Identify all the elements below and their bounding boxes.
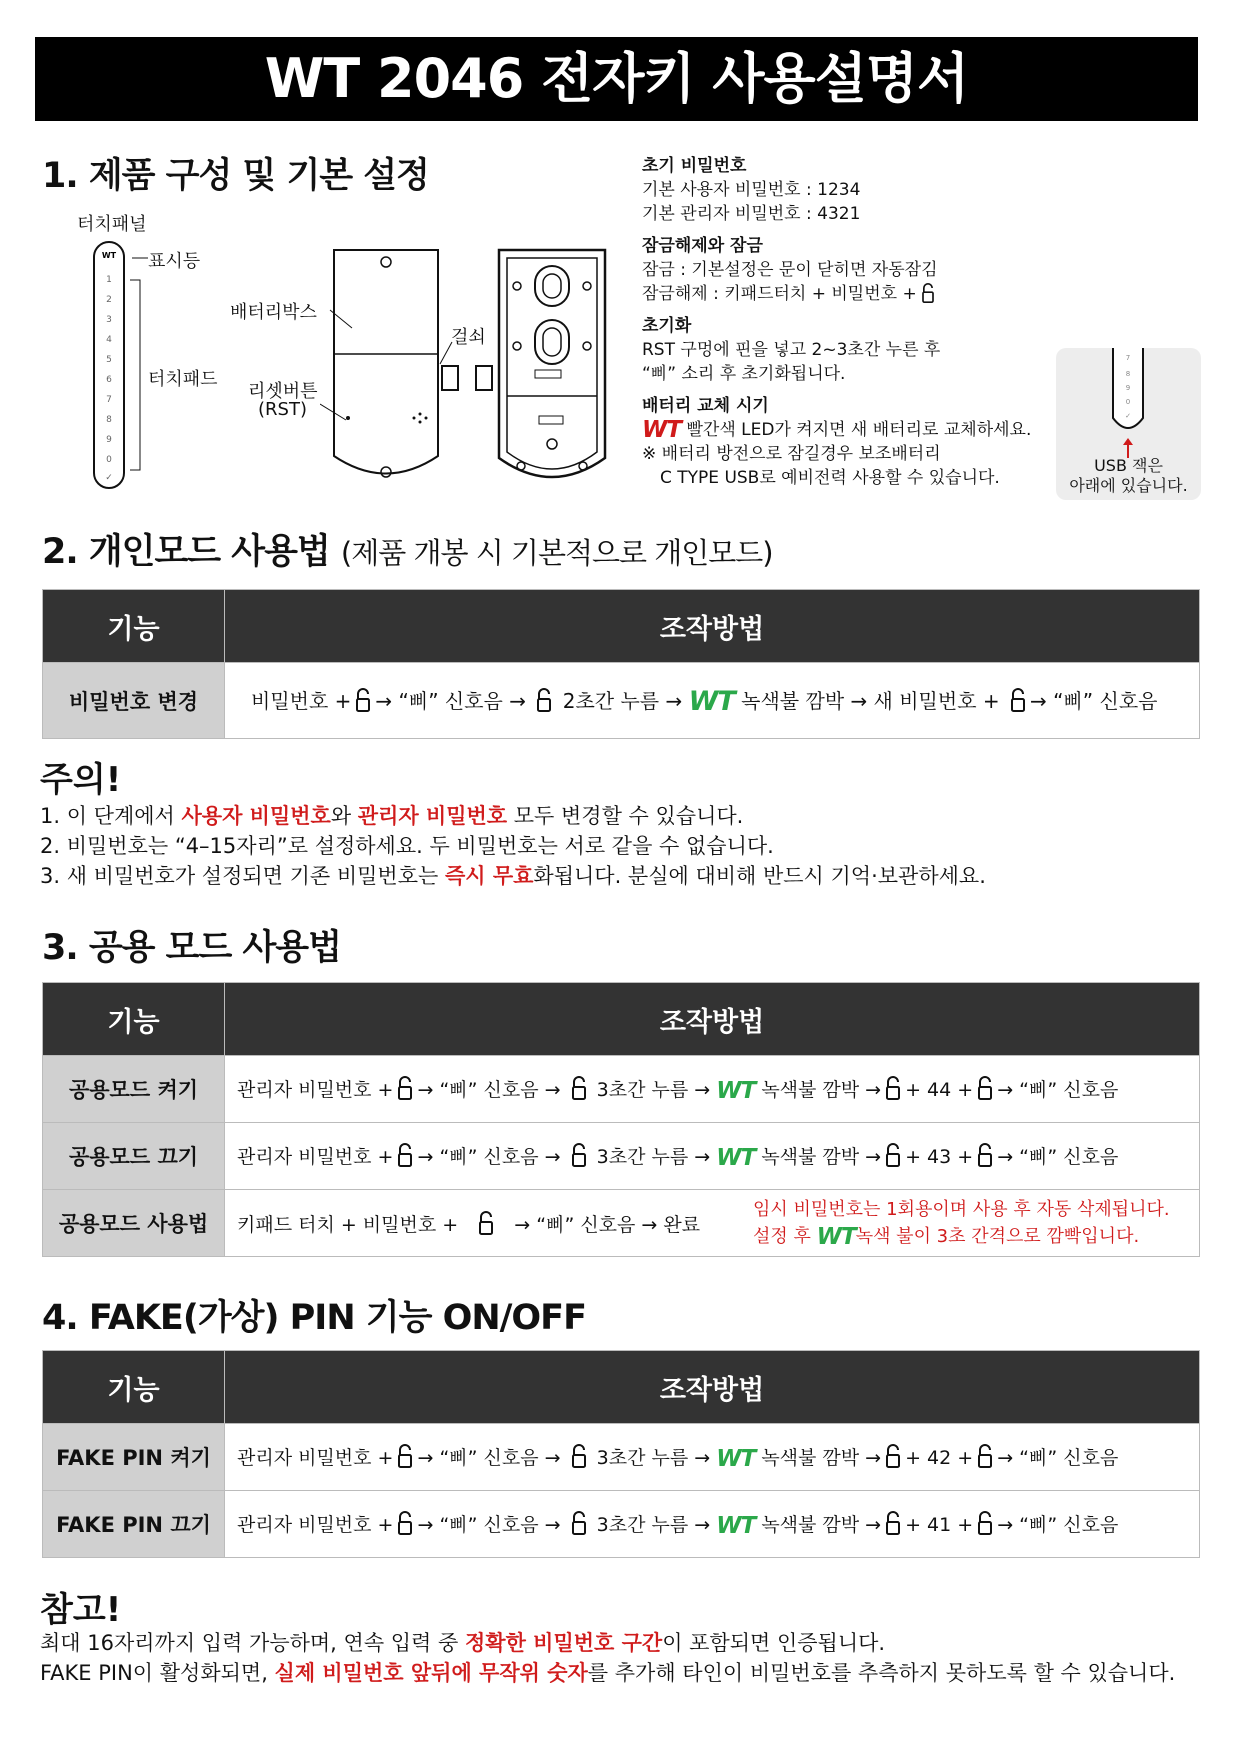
battery-title: 배터리 교체 시기	[642, 396, 769, 416]
col-method: 조작방법	[225, 590, 1200, 663]
row-method	[225, 1190, 1200, 1257]
fake-pin-table	[42, 1350, 1200, 1558]
col-method: 조작방법	[225, 1351, 1200, 1424]
initial-pw-title: 초기 비밀번호	[642, 156, 747, 176]
key-digit: 2	[106, 295, 112, 305]
lock-icon	[921, 283, 935, 303]
usb-strip-digit: 9	[1125, 384, 1131, 392]
personal-mode-table	[42, 589, 1200, 739]
section1-heading: 1. 제품 구성 및 기본 설정	[42, 156, 429, 196]
method-part: 키패드 터치 + 비밀번호 +	[237, 1213, 459, 1236]
code-part: + 44 +	[905, 1078, 974, 1101]
method-part: 2초간 누름 →	[562, 688, 683, 713]
section3-heading: 3. 공용 모드 사용법	[42, 928, 341, 968]
table-header-row	[43, 983, 1200, 1056]
wt-logo-green: WT	[716, 1512, 756, 1539]
text-part: 모두 변경할 수 있습니다.	[507, 804, 744, 828]
code-part: + 43 +	[905, 1145, 974, 1168]
key-digit: 3	[106, 315, 112, 325]
battery-line-3: C TYPE USB로 예비전력 사용할 수 있습니다.	[660, 468, 1000, 488]
page-title: WT 2046 전자키 사용설명서	[35, 37, 1198, 121]
arrow-up-icon	[1122, 436, 1134, 458]
label-indicator: 표시등	[148, 251, 201, 272]
method-part: → “삐” 신호음 →	[417, 1078, 561, 1101]
col-func: 기능	[43, 1351, 225, 1424]
temp-pw-note-2	[753, 1223, 1170, 1251]
section4-heading: 4. FAKE(가상) PIN 기능 ON/OFF	[42, 1298, 586, 1338]
method-part: → “삐” 신호음	[997, 1446, 1119, 1469]
lock-back-illustration	[495, 246, 610, 490]
initial-admin-pw: 기본 관리자 비밀번호 : 4321	[642, 204, 861, 224]
highlight-invalid: 즉시 무효	[444, 864, 534, 888]
lock-icon	[397, 1076, 413, 1100]
text-part: 최대 16자리까지 입력 가능하며, 연속 입력 중	[40, 1631, 465, 1655]
usb-strip-digit: 7	[1125, 354, 1131, 362]
method-part: 관리자 비밀번호 +	[237, 1446, 394, 1469]
wt-logo-green: WT	[816, 1224, 856, 1250]
public-mode-table	[42, 982, 1200, 1257]
unlock-line-row	[642, 282, 1062, 306]
method-part: 관리자 비밀번호 +	[237, 1145, 394, 1168]
usb-strip-digit: 0	[1125, 398, 1131, 406]
lock-icon	[536, 688, 552, 712]
key-digit: 6	[106, 375, 112, 385]
method-part: → “삐” 신호음	[1030, 688, 1158, 713]
caution-notes	[40, 801, 986, 891]
wt-logo-red: WT	[642, 417, 682, 443]
highlight-exact-segment: 정확한 비밀번호 구간	[465, 1631, 663, 1655]
label-reset-rst: (RST)	[258, 399, 307, 420]
method-part: 3초간 누름 →	[596, 1446, 711, 1469]
section2-heading: 2. 개인모드 사용법	[42, 532, 330, 572]
usb-strip-illustration	[1111, 348, 1145, 438]
lock-icon	[885, 1511, 901, 1535]
method-part: → “삐” 신호음 → 완료	[514, 1213, 701, 1236]
row-key: FAKE PIN 켜기	[43, 1424, 225, 1491]
label-latch: 걸쇠	[451, 327, 486, 348]
text-part: 3. 새 비밀번호가 설정되면 기존 비밀번호는	[40, 864, 445, 888]
label-touch-pad: 터치패드	[148, 369, 218, 390]
usb-callout	[1056, 348, 1201, 500]
row-key: 공용모드 켜기	[43, 1056, 225, 1123]
reference-line-2	[40, 1658, 1175, 1688]
col-func: 기능	[43, 590, 225, 663]
section2-subheading: (제품 개봉 시 기본적으로 개인모드)	[340, 536, 773, 570]
method-part: 관리자 비밀번호 +	[237, 1513, 394, 1536]
method-part: → “삐” 신호음 →	[417, 1446, 561, 1469]
text-part: 이 포함되면 인증됩니다.	[662, 1631, 886, 1655]
table-row	[43, 1491, 1200, 1558]
method-part: → “삐” 신호음	[997, 1078, 1119, 1101]
settings-info	[642, 154, 1062, 498]
lock-icon	[977, 1511, 993, 1535]
usb-strip-digit: 8	[1125, 370, 1131, 378]
method-part: 녹색불 깜박 →	[761, 1078, 882, 1101]
label-touch-panel: 터치패널	[77, 214, 147, 235]
initial-user-pw: 기본 사용자 비밀번호 : 1234	[642, 180, 861, 200]
caution-heading: 주의!	[40, 760, 122, 800]
lock-icon	[571, 1444, 587, 1468]
row-key: 공용모드 끄기	[43, 1123, 225, 1190]
keypad-brand: WT	[101, 251, 117, 260]
method-part: 녹색불 깜박 → 새 비밀번호 +	[741, 688, 1000, 713]
reference-line-1	[40, 1628, 1175, 1658]
row-key: 공용모드 사용법	[43, 1190, 225, 1257]
wt-logo-green: WT	[716, 1144, 756, 1171]
col-method: 조작방법	[225, 983, 1200, 1056]
reset-line-2: “삐” 소리 후 초기화됩니다.	[642, 364, 846, 384]
method-part: 3초간 누름 →	[596, 1078, 711, 1101]
method-part: 비밀번호 +	[251, 688, 352, 713]
lock-icon	[397, 1511, 413, 1535]
highlight-user-pw: 사용자 비밀번호	[181, 804, 331, 828]
lock-icon	[1010, 688, 1026, 712]
method-part: → “삐” 신호음 →	[375, 688, 526, 713]
row-method	[225, 1424, 1200, 1491]
key-digit: 8	[106, 415, 112, 425]
table-row	[43, 1123, 1200, 1190]
key-digit: 0	[106, 455, 112, 465]
temp-pw-note	[753, 1196, 1170, 1251]
section2-heading-row	[42, 524, 773, 574]
row-method	[225, 1056, 1200, 1123]
text-part: 와	[330, 804, 358, 828]
front-callout-lines	[320, 300, 460, 430]
table-row	[43, 1056, 1200, 1123]
highlight-admin-pw: 관리자 비밀번호	[357, 804, 508, 828]
code-part: + 41 +	[905, 1513, 974, 1536]
temp-pw-note-1: 임시 비밀번호는 1회용이며 사용 후 자동 삭제됩니다.	[753, 1199, 1170, 1220]
usb-strip-digit: ✓	[1125, 412, 1131, 420]
row-method-change-pw	[225, 663, 1200, 739]
method-part: 녹색불 깜박 →	[761, 1513, 882, 1536]
lock-icon	[571, 1143, 587, 1167]
battery-line-1: 빨간색 LED가 켜지면 새 배터리로 교체하세요.	[686, 420, 1032, 440]
table-header-row	[43, 590, 1200, 663]
wt-logo-green: WT	[716, 1077, 756, 1104]
row-method	[225, 1123, 1200, 1190]
key-digit: 9	[106, 435, 112, 445]
text-part: FAKE PIN이 활성화되면,	[40, 1661, 275, 1685]
row-method	[225, 1491, 1200, 1558]
method-part: → “삐” 신호음 →	[417, 1513, 561, 1536]
key-digit: 4	[106, 335, 112, 345]
label-battery-box: 배터리박스	[230, 302, 317, 323]
text-part: 를 추가해 타인이 비밀번호를 추측하지 못하도록 할 수 있습니다.	[587, 1661, 1176, 1685]
method-part: 관리자 비밀번호 +	[237, 1078, 394, 1101]
reference-notes	[40, 1628, 1175, 1688]
table-header-row	[43, 1351, 1200, 1424]
text-part: 1. 이 단계에서	[40, 804, 182, 828]
row-key-change-pw: 비밀번호 변경	[43, 663, 225, 739]
reference-heading: 참고!	[40, 1590, 122, 1630]
key-digit: ✓	[105, 473, 113, 483]
key-digit: 5	[106, 355, 112, 365]
usb-note-1: USB 잭은	[1094, 456, 1163, 475]
table-row	[43, 1190, 1200, 1257]
usb-note-2: 아래에 있습니다.	[1069, 476, 1188, 495]
text-part: 설정 후	[753, 1226, 811, 1247]
method-part: 녹색불 깜박 →	[761, 1446, 882, 1469]
reset-title: 초기화	[642, 316, 692, 336]
table-row	[43, 663, 1200, 739]
text-part: 화됩니다. 분실에 대비해 반드시 기억·보관하세요.	[533, 864, 986, 888]
method-part: → “삐” 신호음	[997, 1145, 1119, 1168]
table-row	[43, 1424, 1200, 1491]
col-func: 기능	[43, 983, 225, 1056]
text-part: 녹색 불이 3초 간격으로 깜빡입니다.	[855, 1226, 1140, 1247]
method-part: 3초간 누름 →	[596, 1513, 711, 1536]
reset-line-1: RST 구멍에 핀을 넣고 2~3초간 누른 후	[642, 340, 941, 360]
code-part: + 42 +	[905, 1446, 974, 1469]
unlock-line: 잠금해제 : 키패드터치 + 비밀번호 +	[642, 284, 917, 304]
lock-icon	[977, 1444, 993, 1468]
method-part: 녹색불 깜박 →	[761, 1145, 882, 1168]
lock-icon	[885, 1143, 901, 1167]
lock-icon	[885, 1076, 901, 1100]
lock-icon	[571, 1076, 587, 1100]
lock-icon	[977, 1143, 993, 1167]
battery-line-1-row	[642, 418, 1062, 442]
key-digit: 7	[106, 395, 112, 405]
method-part: → “삐” 신호음 →	[417, 1145, 561, 1168]
lock-icon	[355, 688, 371, 712]
battery-line-2: ※ 배터리 방전으로 잠길경우 보조배터리	[642, 444, 941, 464]
label-reset-button: 리셋버튼	[248, 381, 318, 402]
lock-line: 잠금 : 기본설정은 문이 닫히면 자동잠김	[642, 260, 938, 280]
highlight-random-digits: 실제 비밀번호 앞뒤에 무작위 숫자	[274, 1661, 588, 1685]
lock-icon	[478, 1211, 494, 1235]
lock-icon	[885, 1444, 901, 1468]
caution-line-3	[40, 861, 986, 891]
method-part: 3초간 누름 →	[596, 1145, 711, 1168]
keypad-callout-lines	[120, 240, 160, 480]
method-part: → “삐” 신호음	[997, 1513, 1119, 1536]
wt-logo-green: WT	[688, 685, 735, 717]
lock-icon	[571, 1511, 587, 1535]
lock-icon	[397, 1444, 413, 1468]
lock-icon	[397, 1143, 413, 1167]
lock-icon	[977, 1076, 993, 1100]
wt-logo-green: WT	[716, 1445, 756, 1472]
caution-line-2: 2. 비밀번호는 “4–15자리”로 설정하세요. 두 비밀번호는 서로 같을 수 없습니다.	[40, 834, 774, 858]
row-key: FAKE PIN 끄기	[43, 1491, 225, 1558]
key-digit: 1	[106, 275, 112, 285]
unlock-title: 잠금해제와 잠금	[642, 236, 763, 256]
caution-line-1	[40, 801, 986, 831]
